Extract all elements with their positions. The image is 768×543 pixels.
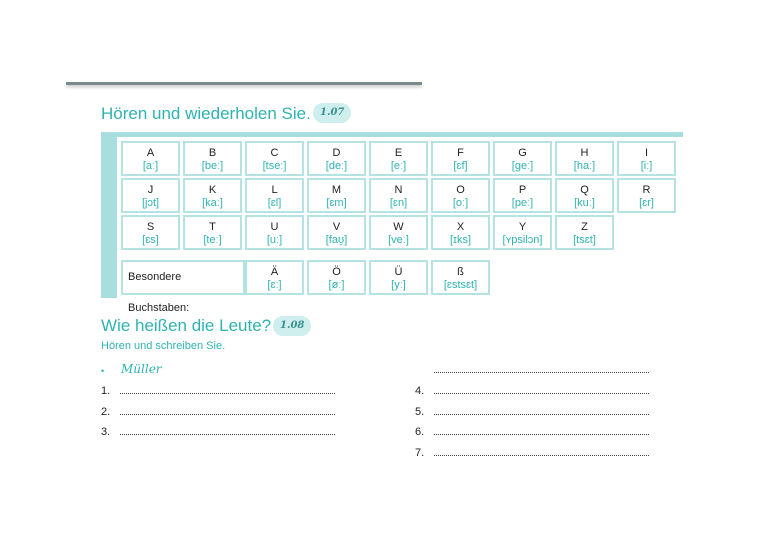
letter-cell	[431, 178, 490, 213]
letter-cell	[555, 215, 614, 250]
page-top-bar	[66, 82, 422, 85]
write-in-blank[interactable]	[120, 425, 335, 435]
letter-cell	[369, 215, 428, 250]
write-in-blank[interactable]	[434, 405, 649, 415]
letter: W	[393, 221, 404, 233]
letter: G	[518, 147, 527, 159]
ipa-transcription: [deː]	[325, 160, 348, 172]
audio-track-badge-2[interactable]: 1.08	[273, 316, 311, 336]
letter: O	[456, 184, 465, 196]
letter: D	[332, 147, 341, 159]
example-line	[101, 362, 162, 377]
letter: R	[642, 184, 651, 196]
letter-cell	[307, 141, 366, 176]
ipa-transcription: [veː]	[388, 234, 409, 246]
letter: J	[147, 184, 154, 196]
ipa-transcription: [ɛs]	[142, 234, 159, 246]
bullet-icon: •	[101, 366, 105, 376]
letter: ß	[457, 266, 464, 278]
line-number: 7.	[415, 446, 425, 459]
special-letter-cell	[369, 260, 428, 295]
example-name: Müller	[121, 362, 162, 376]
line-number: 6.	[415, 426, 425, 438]
answer-line[interactable]	[415, 446, 649, 459]
ipa-transcription: [ɛf]	[453, 160, 468, 172]
letter-cell	[121, 141, 180, 176]
ipa-transcription: [tsɛt]	[573, 234, 596, 246]
section2-title: Wie heißen die Leute?	[101, 316, 272, 335]
letter-cell	[555, 141, 614, 176]
letter: I	[644, 147, 649, 159]
letter-cell	[183, 178, 242, 213]
ipa-transcription: [ɪks]	[449, 234, 472, 246]
letter-cell	[555, 178, 614, 213]
letter: P	[518, 184, 527, 196]
letter-cell	[431, 215, 490, 250]
section2-instruction: Hören und schreiben Sie.	[101, 340, 226, 352]
answer-line[interactable]	[101, 425, 335, 438]
letter: V	[332, 221, 341, 233]
ipa-transcription: [yː]	[391, 279, 406, 291]
letter: F	[457, 147, 464, 159]
letter: A	[146, 147, 155, 159]
ipa-transcription: [uː]	[266, 234, 283, 246]
letter: N	[394, 184, 403, 196]
write-in-blank[interactable]	[434, 425, 649, 435]
letter-cell	[245, 178, 304, 213]
letter: B	[208, 147, 217, 159]
letter: Ü	[394, 266, 403, 278]
ipa-transcription: [beː]	[201, 160, 224, 172]
ipa-transcription: [oː]	[452, 197, 469, 209]
letter-cell	[493, 178, 552, 213]
letter: S	[146, 221, 155, 233]
write-in-blank[interactable]	[434, 446, 649, 456]
ipa-transcription: [geː]	[511, 160, 534, 172]
ipa-transcription: [ɛl]	[267, 197, 282, 209]
letter: Y	[518, 221, 527, 233]
line-number: 1.	[101, 385, 111, 397]
example-answer-line	[434, 363, 649, 376]
special-letter-cell	[307, 260, 366, 295]
letter-cell	[617, 178, 676, 213]
ipa-transcription: [eː]	[390, 160, 407, 172]
letter: Ä	[270, 266, 279, 278]
ipa-transcription: [jɔt]	[141, 197, 160, 209]
line-number: 2.	[101, 405, 111, 418]
letter: X	[456, 221, 465, 233]
special-letter-cell	[245, 260, 304, 295]
ipa-transcription: [aː]	[142, 160, 159, 172]
letter: H	[580, 147, 589, 159]
answer-line[interactable]	[415, 384, 649, 397]
letter: T	[209, 221, 216, 233]
ipa-transcription: [faʊ̯]	[325, 234, 348, 246]
answer-line[interactable]	[101, 384, 335, 397]
write-in-blank[interactable]	[434, 384, 649, 394]
special-letters-label: Besondere Buchstaben:	[121, 260, 245, 295]
letter-cell	[369, 141, 428, 176]
line-number: 4.	[415, 385, 425, 397]
letter-cell	[617, 141, 676, 176]
letter: U	[270, 221, 279, 233]
letter: Ö	[332, 266, 341, 278]
letter-cell	[121, 178, 180, 213]
ipa-transcription: [øː]	[328, 279, 345, 291]
letter: L	[271, 184, 278, 196]
ipa-transcription: [ɛr]	[639, 197, 654, 209]
write-in-blank[interactable]	[120, 405, 335, 415]
letter: Z	[581, 221, 588, 233]
letter-cell	[431, 141, 490, 176]
write-in-blank[interactable]	[120, 384, 335, 394]
audio-track-badge[interactable]: 1.07	[313, 103, 351, 123]
panel-top-border	[101, 132, 683, 137]
ipa-transcription: [kuː]	[574, 197, 595, 209]
letter-cell	[245, 141, 304, 176]
letter-cell	[245, 215, 304, 250]
ipa-transcription: [ʏpsilɔn]	[502, 234, 543, 246]
ipa-transcription: [peː]	[511, 197, 534, 209]
ipa-transcription: [teː]	[203, 234, 222, 246]
answer-line[interactable]	[415, 405, 649, 418]
panel-left-border	[101, 132, 117, 298]
letter-cell	[307, 178, 366, 213]
letter-cell	[307, 215, 366, 250]
ipa-transcription: [haː]	[573, 160, 596, 172]
line-number: 5.	[415, 405, 425, 418]
ipa-transcription: [iː]	[640, 160, 653, 172]
letter-cell	[183, 141, 242, 176]
ipa-transcription: [tseː]	[262, 160, 287, 172]
section1-title: Hören und wiederholen Sie.	[101, 104, 311, 123]
ipa-transcription: [ɛn]	[389, 197, 408, 209]
letter-cell	[121, 215, 180, 250]
letter-cell	[493, 215, 552, 250]
ipa-transcription: [ɛː]	[267, 279, 282, 291]
letter: K	[208, 184, 217, 196]
letter-cell	[493, 141, 552, 176]
line-number: 3.	[101, 426, 111, 438]
answer-line[interactable]	[101, 405, 335, 418]
ipa-transcription: [ɛstsɛt]	[443, 279, 478, 291]
letter: E	[394, 147, 403, 159]
letter: C	[270, 147, 279, 159]
letter-cell	[369, 178, 428, 213]
letter: Q	[580, 184, 589, 196]
letter-cell	[183, 215, 242, 250]
answer-line[interactable]	[415, 425, 649, 438]
letter: M	[331, 184, 342, 196]
ipa-transcription: [ɛm]	[326, 197, 347, 209]
ipa-transcription: [kaː]	[202, 197, 223, 209]
special-letter-cell	[431, 260, 490, 295]
